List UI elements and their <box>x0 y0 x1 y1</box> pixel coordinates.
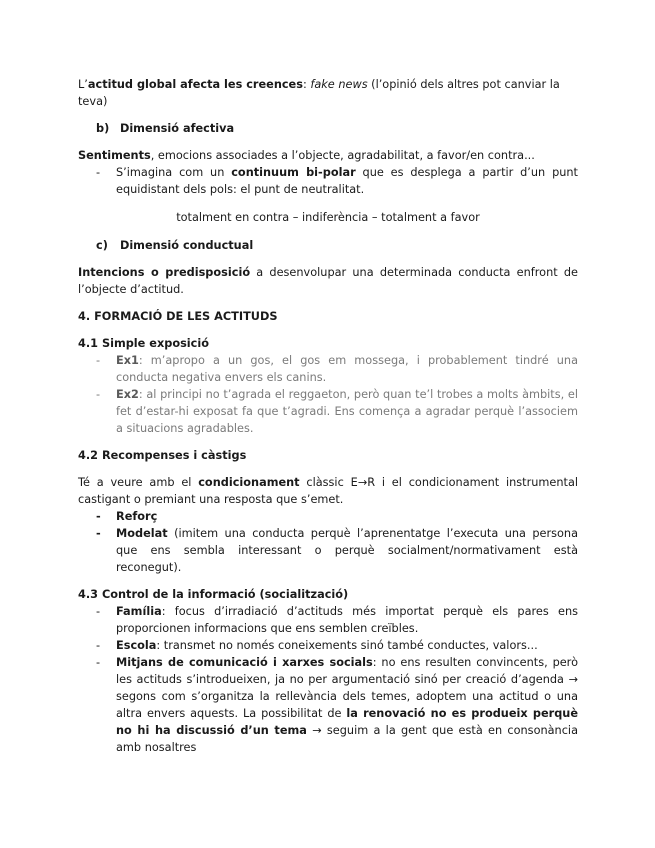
text-span: : m’apropo a un gos, el gos em mossega, i probablement tindré una conducta negativa envers els canins. <box>116 354 578 384</box>
list-item <box>78 603 578 637</box>
list-reinforcement <box>78 508 578 576</box>
text-span: : al principi no t’agrada el reggaeton, però quan te’l trobes a molts àmbits, el fet d’estar-hi exposat fa que t’agradi. Ens comença a agradar perquè l’associem a situacions agradables. <box>116 388 578 435</box>
list-item <box>78 525 578 576</box>
bold-term: Ex2 <box>116 388 139 401</box>
bold-term: continuum bi-polar <box>231 166 356 179</box>
dash-marker: - <box>96 388 101 401</box>
dash-marker: - <box>96 527 101 540</box>
list-item <box>78 386 578 437</box>
bold-term: Escola <box>116 639 157 652</box>
dash-marker: - <box>96 354 101 367</box>
text-span: : transmet no només coneixements sinó també conductes, valors... <box>156 639 538 652</box>
text-span: : <box>302 78 311 91</box>
section-heading-4: 4. FORMACIÓ DE LES ACTITUDS <box>78 310 278 323</box>
text-span: (l’opinió dels altres pot canviar la teva) <box>78 78 560 108</box>
bold-term: Reforç <box>116 510 158 523</box>
subheading-letter: c) <box>96 239 108 252</box>
text-span: Té a veure amb el <box>78 476 199 489</box>
text-span: : no ens resulten convincents, però les actituds s’introdueixen, ja no per argumentació sinó per creació d’agenda → segons com s’organitza la rellevància dels temes, adoptem una actitud o una altra envers aquests. La possibilitat de <box>116 656 578 720</box>
text-span: que es desplega a partir d’un punt equidistant dels pols: el punt de neutralitat. <box>116 166 578 196</box>
list-item <box>78 508 578 525</box>
bold-term: Modelat <box>116 527 168 540</box>
text-span: S’imagina com un <box>116 166 232 179</box>
scale-line: totalment en contra – indiferència – totalment a favor <box>176 211 480 224</box>
paragraph-intentions <box>78 264 578 298</box>
dash-marker: - <box>96 656 101 669</box>
list-item <box>78 164 578 198</box>
bold-term: Ex1 <box>116 354 139 367</box>
section-heading-4-1: 4.1 Simple exposició <box>78 337 210 350</box>
bold-term: Intencions o predisposició <box>78 266 251 279</box>
list-exposure-examples <box>78 352 578 437</box>
bold-term: Mitjans de comunicació i xarxes socials <box>116 656 373 669</box>
paragraph-conditioning <box>78 474 578 508</box>
text-span: clàssic E→R i el condicionament instrumental castigant o premiant una resposta que s’emet. <box>78 476 579 506</box>
list-item <box>78 654 578 756</box>
subheading-affective <box>78 120 578 137</box>
bold-term: Família <box>116 605 162 618</box>
subheading-behavioral <box>78 237 578 254</box>
list-item <box>78 637 578 654</box>
paragraph-feelings <box>78 147 578 164</box>
text-span: (imitem una conducta perquè l’aprenentatge l’executa una persona que ens sembla interessant o perquè socialment/normativament està reconegut). <box>116 527 578 574</box>
list-item <box>78 352 578 386</box>
subheading-title: Dimensió afectiva <box>119 122 235 135</box>
list-socialization <box>78 603 578 756</box>
dash-marker: - <box>96 639 101 652</box>
subheading-letter: b) <box>96 122 110 135</box>
bold-term: condicionament <box>198 476 300 489</box>
bold-term: la renovació no es produeix perquè no hi ha discussió d’un tema <box>116 707 578 737</box>
section-heading-4-2: 4.2 Recompenses i càstigs <box>78 449 247 462</box>
text-span: , emocions associades a l’objecte, agradabilitat, a favor/en contra... <box>150 149 535 162</box>
list-continuum <box>78 164 578 198</box>
dash-marker: - <box>96 510 101 523</box>
text-span: → seguim a la gent que està en consonància amb nosaltres <box>116 724 578 754</box>
text-span: : focus d’irradiació d’actituds més importat perquè els pares ens proporcionen informacions que ens semblen creïbles. <box>116 605 578 635</box>
dash-marker: - <box>96 605 101 618</box>
dash-marker: - <box>96 166 101 179</box>
bold-term: Sentiments <box>78 149 151 162</box>
document-content <box>78 76 578 756</box>
section-heading-4-3: 4.3 Control de la informació (socialització) <box>78 588 349 601</box>
text-span: L’ <box>78 78 88 91</box>
bold-term: actitud global afecta les creences <box>87 78 303 91</box>
subheading-title: Dimensió conductual <box>119 239 254 252</box>
paragraph-global-attitude <box>78 76 578 110</box>
text-span: a desenvolupar una determinada conducta enfront de l’objecte d’actitud. <box>78 266 578 296</box>
italic-term: fake news <box>310 78 368 91</box>
